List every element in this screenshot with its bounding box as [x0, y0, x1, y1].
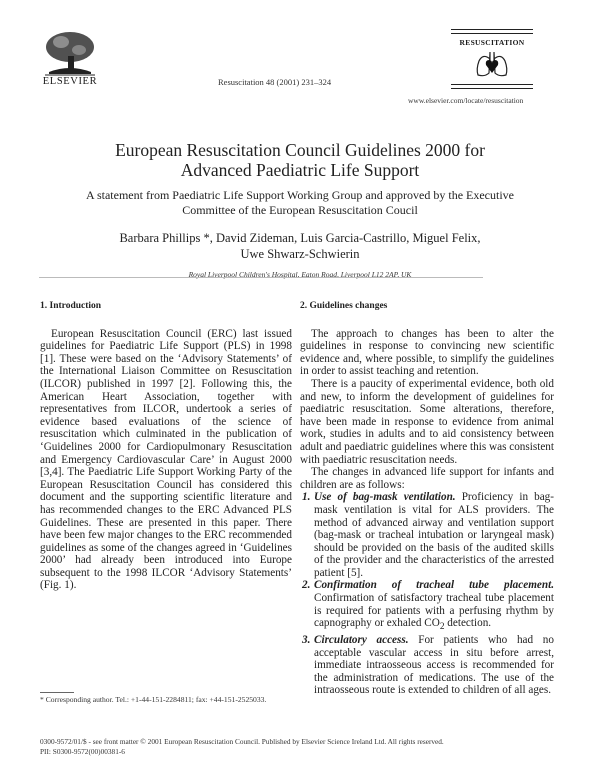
footnote-rule: [40, 692, 74, 693]
elsevier-tree-icon: [43, 30, 97, 76]
list-item: [300, 491, 554, 579]
list-item-lead: Circulatory access.: [314, 634, 409, 647]
changes-paragraph-2: There is a paucity of experimental evidence, both old and new, to inform the development of guidelines for paediatric resuscitation. Some alterations, therefore, have been made in response to evidence from animal work, studies in adults and to aid consistency between adult and paediatric guidelines where this was consistent with paediatric resuscitation needs.: [300, 377, 554, 466]
introduction-paragraph: European Resuscitation Council (ERC) last issued guidelines for Paediatric Life Support (PLS) in 1998 [1]. These were based on the ‘Advisory Statements’ of the International Liaison Committee on Resuscitation (ILCOR) published in 1997 [2]. Following this, the American Heart Association, together with representatives from ILCOR, undertook a series of evidence based evaluations of the science of resuscitation which culminated in the publication of ‘Guidelines 2000 for Cardiopulmonary Resuscitation and Emergency Cardiovascular Care’ in August 2000 [3,4]. The Paediatric Life Support Working Party of the European Resuscitation Council has considered this document and the supporting scientific literature and has recommended changes to the ERC Advanced PLS Guidelines. These are presented in this paper. There have been few major changes to the ERC recommended guidelines as some of the changes agreed in ‘Guidelines 2000’ had already been introduced into Europe subsequent to the 1998 ILCOR ‘Advisory Statements’ (Fig. 1).: [40, 327, 292, 592]
journal-citation: Resuscitation 48 (2001) 231–324: [218, 77, 332, 87]
subscript-2: 2: [439, 622, 445, 633]
right-column: [300, 300, 554, 697]
author-list: [40, 230, 560, 262]
article-subtitle: [40, 188, 560, 218]
brand-rule-bottom: [451, 84, 533, 89]
list-item-lead: Confirmation of tracheal tube placement.: [314, 579, 554, 592]
title-line-1: European Resuscitation Council Guidelines 2000 for: [115, 140, 485, 160]
list-item-text: Confirmation of satisfactory tracheal tube placement is required for patients with a perfusing rhythm by capnography or exhaled CO: [314, 592, 554, 630]
changes-paragraph-3: The changes in advanced life support for infants and children are as follows:: [300, 466, 554, 491]
affiliation: Royal Liverpool Children's Hospital, Eaton Road, Liverpool L12 2AP, UK: [188, 270, 412, 279]
journal-url[interactable]: www.elsevier.com/locate/resuscitation: [408, 96, 524, 105]
section-heading-introduction: 1. Introduction: [40, 301, 102, 311]
subtitle-line-1: A statement from Paediatric Life Support Working Group and approved by the Executive: [85, 188, 515, 202]
list-item-text-end: detection.: [444, 617, 492, 630]
authors-line-2: Uwe Shwarz-Schwierin: [240, 247, 360, 261]
subtitle-line-2: Committee of the European Resuscitation Coucil: [182, 203, 418, 217]
list-item-text: For patients who had no acceptable vascular access in situ before arrest, immediate intraosseous access is recommended for the administration of medications. The use of the intraosseous route is extended to children of all ages.: [314, 634, 554, 697]
journal-brand-name: RESUSCITATION: [459, 38, 525, 47]
journal-brand: [451, 29, 533, 89]
publisher-name: ELSEVIER: [42, 76, 98, 87]
corresponding-author-footnote: * Corresponding author. Tel.: +1-44-151-2284811; fax: +44-151-2525033.: [40, 695, 267, 704]
section-heading-guidelines-changes: 2. Guidelines changes: [300, 301, 388, 311]
lungs-heart-icon: [475, 49, 509, 79]
publisher-logo: [40, 30, 100, 87]
copyright-line: 0300-9572/01/$ - see front matter © 2001 European Resuscitation Council. Published by Elsevier Science Ireland Ltd. All rights reserved.: [40, 737, 444, 746]
brand-rule-top: [451, 29, 533, 34]
authors-line-1: Barbara Phillips *, David Zideman, Luis Garcia-Castrillo, Miguel Felix,: [119, 231, 481, 245]
list-item-number: 2.: [302, 579, 311, 592]
copyright-footer: [40, 737, 580, 757]
pii-line: PII: S0300-9572(00)00381-6: [40, 747, 125, 756]
changes-paragraph-1: The approach to changes has been to alter the guidelines in response to convincing new scientific evidence and, where possible, to simplify the guidelines in order to assist teaching and retention.: [300, 327, 554, 378]
list-item-number: 1.: [302, 491, 311, 504]
list-item-lead: Use of bag-mask ventilation.: [314, 491, 456, 504]
article-title: [40, 140, 560, 180]
list-item-text: Proficiency in bag-mask ventilation is vital for ALS providers. The method of advanced airway and ventilation support (bag-mask or tracheal intubation or laryngeal mask) should be provided on the basis of the audited skills of the provider and the characteristics of the arrested patient [5].: [314, 491, 554, 579]
title-block: [40, 140, 560, 279]
left-column: [40, 300, 292, 592]
header-divider: [39, 277, 483, 278]
list-item-number: 3.: [302, 634, 311, 647]
changes-list: [300, 491, 554, 697]
list-item: [300, 634, 554, 697]
list-item: [300, 579, 554, 634]
title-line-2: Advanced Paediatric Life Support: [180, 160, 420, 180]
